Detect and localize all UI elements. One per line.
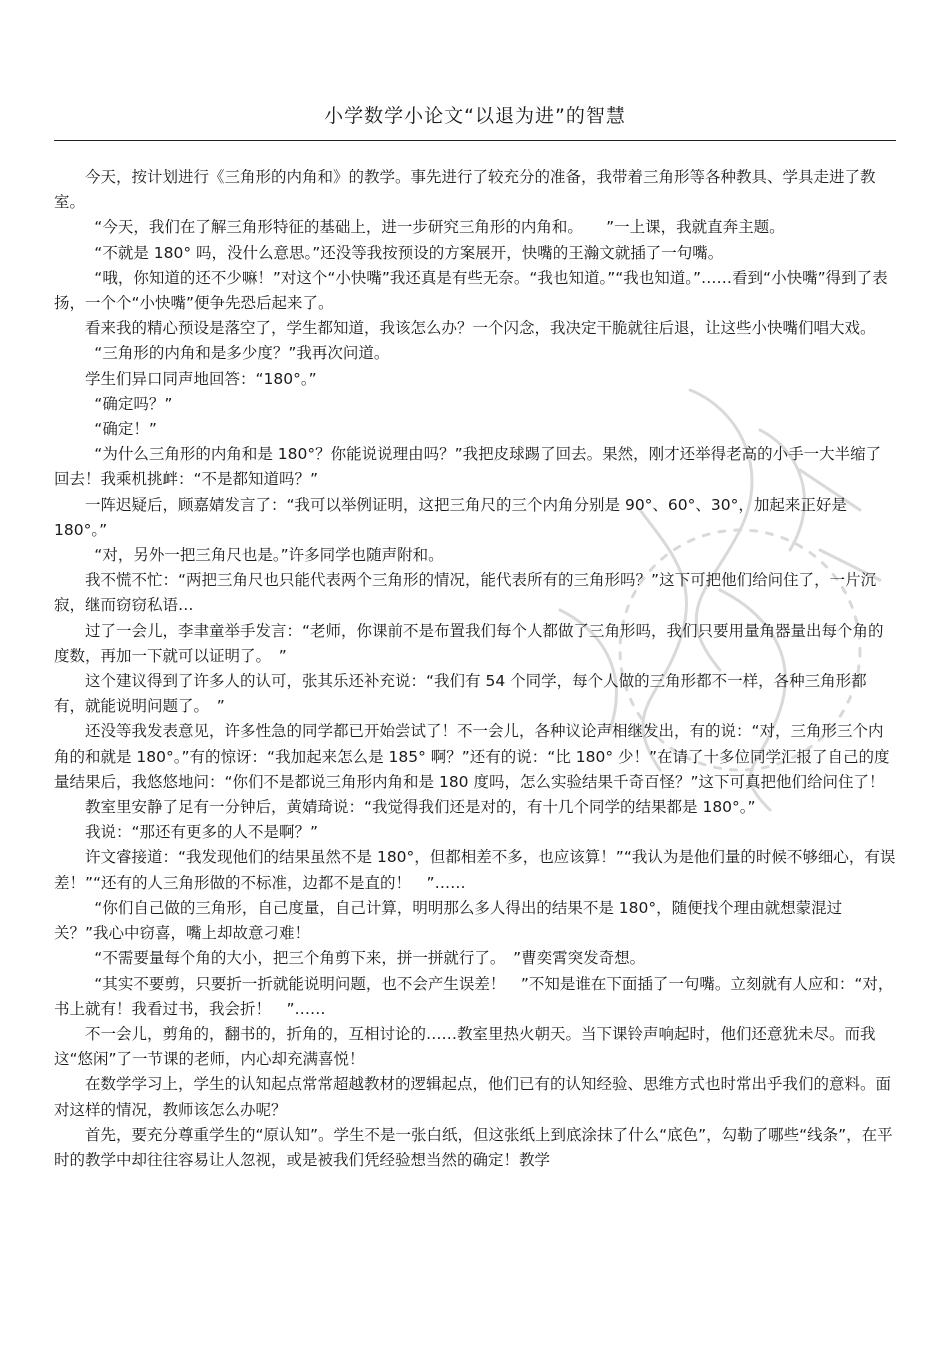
paragraph: 这个建议得到了许多人的认可，张其乐还补充说：“我们有 54 个同学，每个人做的三角形都不一样，各种三角形都有，就能说明问题了。 ”: [54, 672, 867, 716]
article-body: [54, 165, 896, 1173]
paragraph: 不一会儿，剪角的，翻书的，折角的，互相讨论的……教室里热火朝天。当下课铃声响起时，他们还意犹未尽。而我这“悠闲”了一节课的老师，内心却充满喜悦！: [54, 1024, 876, 1069]
paragraph: 还没等我发表意见，许多性急的同学都已开始尝试了！不一会儿，各种议论声相继发出，有的说：“对，三角形三个内角的和就是 180°。”有的惊讶：“我加起来怎么是 185° 啊？”还有的说：“比 180° 少！”在请了十多位同学汇报了自己的度量结果后，我悠悠地问：“你们不是都说三角形内角和是 180 度吗，怎么实验结果千奇百怪？”这下可真把他们给问住了！: [54, 722, 890, 791]
paragraph: “其实不要剪，只要折一折就能说明问题，也不会产生误差！ ”不知是谁在下面插了一句嘴。立刻就有人应和：“对，书上就有！我看过书，我会折！ ”……: [54, 974, 894, 1018]
paragraph: 许文睿接道：“我发现他们的结果虽然不是 180°，但都相差不多，也应该算！”“我认为是他们量的时候不够细心，有误差！”“还有的人三角形做的不标准，边都不是直的！ ”……: [54, 848, 896, 892]
paragraph: 在数学学习上，学生的认知起点常常超越教材的逻辑起点，他们已有的认知经验、思维方式也时常出乎我们的意料。面对这样的情况，教师该怎么办呢？: [54, 1075, 892, 1119]
paragraph: 我说：“那还有更多的人不是啊？”: [85, 823, 319, 842]
paragraph: 今天，按计划进行《三角形的内角和》的教学。事先进行了较充分的准备，我带着三角形等各种教具、学具走进了教室。: [54, 168, 876, 212]
paragraph: “不需要量每个角的大小，把三个角剪下来，拼一拼就行了。 ”曹奕霄突发奇想。: [94, 949, 646, 968]
paragraph: 看来我的精心预设是落空了，学生都知道，我该怎么办？一个闪念，我决定干脆就往后退，让这些小快嘴们唱大戏。: [85, 319, 876, 338]
paragraph: 过了一会儿，李聿童举手发言：“老师，你课前不是布置我们每个人都做了三角形吗，我们只要用量角器量出每个角的度数，再加一下就可以证明了。 ”: [54, 621, 884, 665]
paragraph: 一阵迟疑后，顾嘉婧发言了：“我可以举例证明，这把三角尺的三个内角分别是 90°、60°、30°，加起来正好是 180°。”: [54, 495, 847, 539]
paragraph: 首先，要充分尊重学生的“原认知”。学生不是一张白纸，但这张纸上到底涂抹了什么“底色”，勾勒了哪些“线条”，在平时的教学中却往往容易让人忽视，或是被我们凭经验想当然的确定！教学: [54, 1125, 893, 1169]
paragraph: “今天，我们在了解三角形特征的基础上，进一步研究三角形的内角和。 ”一上课，我就直奔主题。: [94, 218, 785, 237]
paragraph: “三角形的内角和是多少度？”我再次问道。: [94, 344, 390, 363]
paragraph: 我不慌不忙：“两把三角尺也只能代表两个三角形的情况，能代表所有的三角形吗？”这下可把他们给问住了，一片沉寂，继而窃窃私语…: [54, 571, 877, 615]
paragraph: 教室里安静了足有一分钟后，黄婧琦说：“我觉得我们还是对的，有十几个同学的结果都是 180°。”: [85, 798, 756, 817]
paragraph: 学生们异口同声地回答：“180°。”: [85, 369, 317, 388]
paragraph: “哦，你知道的还不少嘛！”对这个“小快嘴”我还真是有些无奈。“我也知道。”“我也知道。”……看到“小快嘴”得到了表扬，一个个“小快嘴”便争先恐后起来了。: [54, 268, 888, 313]
paragraph: “对，另外一把三角尺也是。”许多同学也随声附和。: [94, 546, 444, 565]
paragraph: “确定吗？”: [94, 394, 173, 413]
document-title: 小学数学小论文“以退为进”的智慧: [324, 105, 626, 127]
paragraph: “不就是 180° 吗，没什么意思。”还没等我按预设的方案展开，快嘴的王瀚文就插了一句嘴。: [94, 243, 724, 262]
title-divider: [54, 140, 896, 141]
paragraph: “你们自己做的三角形，自己度量，自己计算，明明那么多人得出的结果不是 180°，随便找个理由就想蒙混过关？”我心中窃喜，嘴上却故意刁难！: [54, 898, 843, 943]
paragraph: “为什么三角形的内角和是 180°？你能说说理由吗？”我把皮球踢了回去。果然，刚才还举得老高的小手一大半缩了回去！我乘机挑衅：“不是都知道吗？”: [54, 445, 882, 489]
paragraph: “确定！”: [94, 420, 157, 439]
